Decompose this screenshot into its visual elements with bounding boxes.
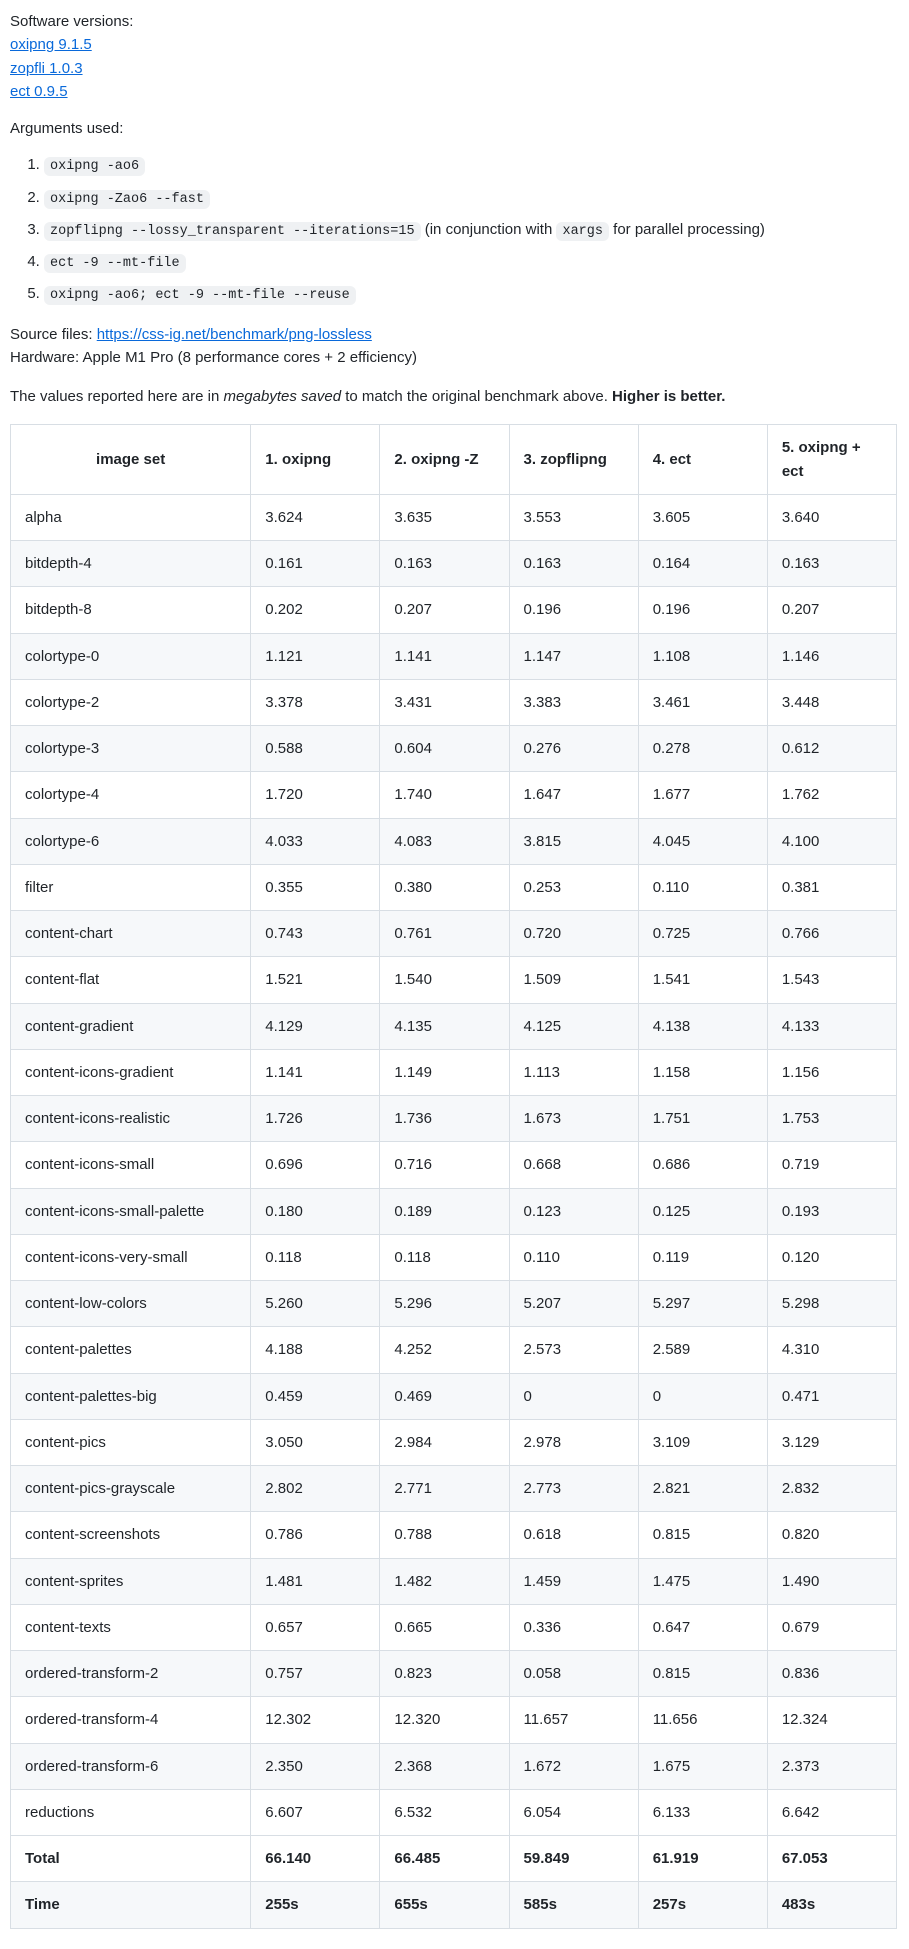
cell-value-3: 6.054 — [509, 1789, 638, 1835]
cell-value-3: 0.720 — [509, 911, 638, 957]
argument-item-2 — [44, 187, 899, 210]
argument-code-3-extra: xargs — [556, 222, 609, 241]
cell-value-4: 1.108 — [638, 633, 767, 679]
cell-value-1: 3.624 — [251, 494, 380, 540]
cell-image-set: content-icons-gradient — [11, 1049, 251, 1095]
cell-value-3: 11.657 — [509, 1697, 638, 1743]
table-row — [11, 541, 897, 587]
cell-value-3: 1.509 — [509, 957, 638, 1003]
cell-value-3: 4.125 — [509, 1003, 638, 1049]
cell-value-2: 4.083 — [380, 818, 509, 864]
cell-value-3: 0.276 — [509, 726, 638, 772]
arguments-list — [10, 154, 899, 306]
table-row-time — [11, 1882, 897, 1928]
cell-image-set: colortype-6 — [11, 818, 251, 864]
cell-value-4: 257s — [638, 1882, 767, 1928]
cell-value-5: 0.163 — [767, 541, 896, 587]
cell-value-5: 5.298 — [767, 1281, 896, 1327]
cell-value-2: 0.469 — [380, 1373, 509, 1419]
cell-image-set: colortype-0 — [11, 633, 251, 679]
cell-value-5: 0.766 — [767, 911, 896, 957]
table-row — [11, 1743, 897, 1789]
cell-value-5: 1.753 — [767, 1096, 896, 1142]
cell-image-set: content-pics-grayscale — [11, 1466, 251, 1512]
cell-image-set: filter — [11, 864, 251, 910]
cell-image-set: ordered-transform-4 — [11, 1697, 251, 1743]
cell-value-4: 0.164 — [638, 541, 767, 587]
table-row — [11, 1281, 897, 1327]
cell-value-2: 1.141 — [380, 633, 509, 679]
cell-value-4: 0.278 — [638, 726, 767, 772]
cell-value-3: 0.336 — [509, 1604, 638, 1650]
link-ect-version[interactable]: ect 0.9.5 — [10, 82, 68, 100]
arguments-heading: Arguments used: — [10, 120, 124, 137]
argument-item-3 — [44, 219, 899, 242]
cell-value-4: 3.461 — [638, 679, 767, 725]
cell-value-2: 2.368 — [380, 1743, 509, 1789]
table-row — [11, 1512, 897, 1558]
cell-value-3: 0.618 — [509, 1512, 638, 1558]
cell-value-4: 1.677 — [638, 772, 767, 818]
table-row — [11, 1234, 897, 1280]
cell-value-1: 1.141 — [251, 1049, 380, 1095]
table-row — [11, 679, 897, 725]
cell-image-set: content-screenshots — [11, 1512, 251, 1558]
cell-value-4: 5.297 — [638, 1281, 767, 1327]
cell-value-4: 0.725 — [638, 911, 767, 957]
table-row — [11, 726, 897, 772]
argument-code-5: oxipng -ao6; ect -9 --mt-file --reuse — [44, 286, 356, 305]
cell-value-3: 1.147 — [509, 633, 638, 679]
cell-value-5: 0.471 — [767, 1373, 896, 1419]
cell-value-5: 2.373 — [767, 1743, 896, 1789]
argument-code-2: oxipng -Zao6 --fast — [44, 190, 210, 209]
values-note-part1: The values reported here are in — [10, 388, 224, 405]
column-header-ect: 4. ect — [638, 425, 767, 495]
cell-value-1: 4.188 — [251, 1327, 380, 1373]
cell-image-set: alpha — [11, 494, 251, 540]
cell-value-4: 11.656 — [638, 1697, 767, 1743]
cell-value-4: 0.815 — [638, 1512, 767, 1558]
table-row — [11, 1558, 897, 1604]
column-header-oxipng-plus-ect: 5. oxipng + ect — [767, 425, 896, 495]
cell-image-set: content-palettes — [11, 1327, 251, 1373]
cell-value-1: 0.786 — [251, 1512, 380, 1558]
cell-value-5: 1.490 — [767, 1558, 896, 1604]
cell-value-3: 0.253 — [509, 864, 638, 910]
cell-image-set: content-texts — [11, 1604, 251, 1650]
software-versions-heading: Software versions: — [10, 13, 134, 30]
cell-image-set: content-pics — [11, 1419, 251, 1465]
table-row — [11, 1697, 897, 1743]
table-row — [11, 587, 897, 633]
cell-value-1: 0.657 — [251, 1604, 380, 1650]
table-row — [11, 1049, 897, 1095]
cell-value-3: 1.113 — [509, 1049, 638, 1095]
cell-value-3: 1.672 — [509, 1743, 638, 1789]
cell-image-set: bitdepth-4 — [11, 541, 251, 587]
column-header-image-set: image set — [11, 425, 251, 495]
table-header — [11, 425, 897, 495]
cell-image-set: content-icons-very-small — [11, 1234, 251, 1280]
cell-value-4: 0.196 — [638, 587, 767, 633]
cell-value-4: 0.110 — [638, 864, 767, 910]
cell-value-1: 4.129 — [251, 1003, 380, 1049]
cell-image-set: content-icons-small — [11, 1142, 251, 1188]
cell-value-2: 0.189 — [380, 1188, 509, 1234]
cell-value-4: 0.119 — [638, 1234, 767, 1280]
table-row — [11, 1789, 897, 1835]
source-files-label: Source files: — [10, 325, 97, 343]
cell-value-1: 0.459 — [251, 1373, 380, 1419]
cell-value-5: 0.612 — [767, 726, 896, 772]
cell-value-4: 61.919 — [638, 1836, 767, 1882]
table-row — [11, 1651, 897, 1697]
argument-code-3: zopflipng --lossy_transparent --iterations=15 — [44, 222, 421, 241]
values-note-part2: to match the original benchmark above. — [341, 388, 613, 405]
cell-value-3: 0.668 — [509, 1142, 638, 1188]
cell-image-set: content-icons-small-palette — [11, 1188, 251, 1234]
cell-value-4: 3.605 — [638, 494, 767, 540]
cell-value-2: 2.771 — [380, 1466, 509, 1512]
cell-value-1: 3.378 — [251, 679, 380, 725]
table-row — [11, 1327, 897, 1373]
cell-value-5: 6.642 — [767, 1789, 896, 1835]
table-row — [11, 1419, 897, 1465]
cell-value-5: 4.310 — [767, 1327, 896, 1373]
cell-value-4: 1.675 — [638, 1743, 767, 1789]
cell-value-1: 0.202 — [251, 587, 380, 633]
cell-value-2: 0.163 — [380, 541, 509, 587]
cell-value-3: 5.207 — [509, 1281, 638, 1327]
cell-image-set: colortype-4 — [11, 772, 251, 818]
cell-value-2: 66.485 — [380, 1836, 509, 1882]
values-note-strong: Higher is better. — [612, 388, 726, 405]
cell-value-2: 1.149 — [380, 1049, 509, 1095]
cell-value-5: 1.156 — [767, 1049, 896, 1095]
cell-value-1: 4.033 — [251, 818, 380, 864]
cell-image-set: content-sprites — [11, 1558, 251, 1604]
cell-value-1: 5.260 — [251, 1281, 380, 1327]
cell-value-2: 0.716 — [380, 1142, 509, 1188]
cell-value-1: 0.118 — [251, 1234, 380, 1280]
cell-value-2: 0.665 — [380, 1604, 509, 1650]
cell-value-4: 1.158 — [638, 1049, 767, 1095]
cell-value-3: 59.849 — [509, 1836, 638, 1882]
cell-value-1: 0.180 — [251, 1188, 380, 1234]
argument-code-4: ect -9 --mt-file — [44, 254, 186, 273]
cell-value-4: 0.647 — [638, 1604, 767, 1650]
cell-value-1: 12.302 — [251, 1697, 380, 1743]
column-header-oxipng: 1. oxipng — [251, 425, 380, 495]
cell-value-3: 0.110 — [509, 1234, 638, 1280]
cell-value-1: 1.121 — [251, 633, 380, 679]
argument-note-prefix-3: (in conjunction with — [424, 220, 553, 238]
cell-value-5: 1.543 — [767, 957, 896, 1003]
cell-value-2: 1.740 — [380, 772, 509, 818]
argument-item-5 — [44, 283, 899, 306]
cell-value-1: 1.726 — [251, 1096, 380, 1142]
cell-value-4: 1.475 — [638, 1558, 767, 1604]
cell-value-5: 3.448 — [767, 679, 896, 725]
cell-value-5: 0.381 — [767, 864, 896, 910]
cell-value-3: 1.647 — [509, 772, 638, 818]
software-versions-list — [10, 33, 899, 103]
table-row — [11, 818, 897, 864]
cell-value-1: 0.588 — [251, 726, 380, 772]
cell-value-2: 1.540 — [380, 957, 509, 1003]
argument-code-1: oxipng -ao6 — [44, 157, 145, 176]
cell-image-set: ordered-transform-2 — [11, 1651, 251, 1697]
cell-value-1: 6.607 — [251, 1789, 380, 1835]
table-row — [11, 1373, 897, 1419]
cell-image-set: colortype-2 — [11, 679, 251, 725]
cell-value-5: 12.324 — [767, 1697, 896, 1743]
cell-value-3: 3.815 — [509, 818, 638, 864]
cell-value-5: 4.100 — [767, 818, 896, 864]
table-row — [11, 1096, 897, 1142]
cell-value-4: 0.815 — [638, 1651, 767, 1697]
cell-image-set: reductions — [11, 1789, 251, 1835]
cell-image-set: colortype-3 — [11, 726, 251, 772]
cell-image-set: content-low-colors — [11, 1281, 251, 1327]
cell-image-set: Time — [11, 1882, 251, 1928]
link-zopfli-version[interactable]: zopfli 1.0.3 — [10, 59, 83, 77]
cell-value-1: 0.355 — [251, 864, 380, 910]
cell-value-2: 1.736 — [380, 1096, 509, 1142]
cell-value-5: 0.836 — [767, 1651, 896, 1697]
cell-value-5: 0.207 — [767, 587, 896, 633]
cell-value-4: 4.045 — [638, 818, 767, 864]
cell-value-3: 3.383 — [509, 679, 638, 725]
table-row — [11, 1188, 897, 1234]
cell-value-2: 4.135 — [380, 1003, 509, 1049]
cell-value-4: 3.109 — [638, 1419, 767, 1465]
cell-value-2: 12.320 — [380, 1697, 509, 1743]
table-row — [11, 1604, 897, 1650]
source-and-hardware — [10, 323, 899, 370]
argument-item-4 — [44, 251, 899, 274]
cell-value-3: 585s — [509, 1882, 638, 1928]
cell-image-set: content-flat — [11, 957, 251, 1003]
argument-note-suffix-3: for parallel processing) — [613, 220, 765, 238]
benchmark-table — [10, 424, 897, 1928]
cell-value-2: 0.604 — [380, 726, 509, 772]
cell-value-3: 2.573 — [509, 1327, 638, 1373]
cell-value-1: 1.521 — [251, 957, 380, 1003]
cell-value-2: 0.823 — [380, 1651, 509, 1697]
cell-value-3: 1.459 — [509, 1558, 638, 1604]
cell-value-1: 66.140 — [251, 1836, 380, 1882]
cell-value-5: 1.762 — [767, 772, 896, 818]
cell-value-5: 2.832 — [767, 1466, 896, 1512]
cell-value-3: 3.553 — [509, 494, 638, 540]
cell-value-3: 0.123 — [509, 1188, 638, 1234]
cell-value-2: 5.296 — [380, 1281, 509, 1327]
cell-value-3: 0.058 — [509, 1651, 638, 1697]
cell-value-2: 0.380 — [380, 864, 509, 910]
cell-value-2: 0.118 — [380, 1234, 509, 1280]
cell-value-4: 2.821 — [638, 1466, 767, 1512]
cell-value-5: 0.820 — [767, 1512, 896, 1558]
cell-value-1: 0.161 — [251, 541, 380, 587]
source-files-line — [10, 323, 899, 346]
cell-value-5: 3.129 — [767, 1419, 896, 1465]
cell-value-1: 1.481 — [251, 1558, 380, 1604]
values-note-emphasis: megabytes saved — [223, 388, 342, 405]
cell-value-2: 6.532 — [380, 1789, 509, 1835]
cell-image-set: content-chart — [11, 911, 251, 957]
cell-value-4: 2.589 — [638, 1327, 767, 1373]
table-row-total — [11, 1836, 897, 1882]
cell-value-5: 3.640 — [767, 494, 896, 540]
cell-value-3: 0 — [509, 1373, 638, 1419]
cell-image-set: bitdepth-8 — [11, 587, 251, 633]
cell-value-3: 0.163 — [509, 541, 638, 587]
cell-value-1: 2.802 — [251, 1466, 380, 1512]
cell-image-set: content-palettes-big — [11, 1373, 251, 1419]
cell-value-5: 0.193 — [767, 1188, 896, 1234]
cell-value-2: 3.431 — [380, 679, 509, 725]
table-header-row — [11, 425, 897, 495]
table-body — [11, 494, 897, 1928]
cell-value-1: 0.757 — [251, 1651, 380, 1697]
cell-value-1: 0.696 — [251, 1142, 380, 1188]
cell-value-1: 1.720 — [251, 772, 380, 818]
cell-value-2: 4.252 — [380, 1327, 509, 1373]
table-row — [11, 1466, 897, 1512]
table-row — [11, 1003, 897, 1049]
cell-value-5: 1.146 — [767, 633, 896, 679]
cell-value-4: 6.133 — [638, 1789, 767, 1835]
cell-value-2: 0.761 — [380, 911, 509, 957]
cell-value-1: 0.743 — [251, 911, 380, 957]
cell-value-4: 1.751 — [638, 1096, 767, 1142]
cell-value-5: 0.719 — [767, 1142, 896, 1188]
hardware-line: Hardware: Apple M1 Pro (8 performance cores + 2 efficiency) — [10, 348, 417, 366]
cell-image-set: content-gradient — [11, 1003, 251, 1049]
cell-value-2: 3.635 — [380, 494, 509, 540]
cell-value-2: 0.788 — [380, 1512, 509, 1558]
cell-value-4: 4.138 — [638, 1003, 767, 1049]
cell-image-set: content-icons-realistic — [11, 1096, 251, 1142]
cell-value-2: 2.984 — [380, 1419, 509, 1465]
cell-value-3: 2.773 — [509, 1466, 638, 1512]
table-row — [11, 957, 897, 1003]
table-row — [11, 494, 897, 540]
cell-value-1: 255s — [251, 1882, 380, 1928]
cell-image-set: ordered-transform-6 — [11, 1743, 251, 1789]
cell-value-1: 3.050 — [251, 1419, 380, 1465]
table-row — [11, 633, 897, 679]
cell-value-5: 483s — [767, 1882, 896, 1928]
cell-value-4: 0 — [638, 1373, 767, 1419]
source-files-link[interactable]: https://css-ig.net/benchmark/png-lossless — [96, 325, 372, 343]
values-note — [10, 385, 899, 408]
cell-value-5: 0.679 — [767, 1604, 896, 1650]
cell-value-4: 0.686 — [638, 1142, 767, 1188]
cell-value-3: 1.673 — [509, 1096, 638, 1142]
table-row — [11, 864, 897, 910]
cell-value-5: 0.120 — [767, 1234, 896, 1280]
cell-value-2: 655s — [380, 1882, 509, 1928]
table-row — [11, 911, 897, 957]
cell-value-4: 1.541 — [638, 957, 767, 1003]
cell-value-2: 1.482 — [380, 1558, 509, 1604]
cell-value-5: 4.133 — [767, 1003, 896, 1049]
cell-value-1: 2.350 — [251, 1743, 380, 1789]
cell-image-set: Total — [11, 1836, 251, 1882]
cell-value-4: 0.125 — [638, 1188, 767, 1234]
cell-value-3: 2.978 — [509, 1419, 638, 1465]
link-oxipng-version[interactable]: oxipng 9.1.5 — [10, 36, 92, 54]
column-header-oxipng-z: 2. oxipng -Z — [380, 425, 509, 495]
argument-item-1 — [44, 154, 899, 177]
cell-value-5: 67.053 — [767, 1836, 896, 1882]
cell-value-2: 0.207 — [380, 587, 509, 633]
table-row — [11, 1142, 897, 1188]
cell-value-3: 0.196 — [509, 587, 638, 633]
table-row — [11, 772, 897, 818]
column-header-zopflipng: 3. zopflipng — [509, 425, 638, 495]
